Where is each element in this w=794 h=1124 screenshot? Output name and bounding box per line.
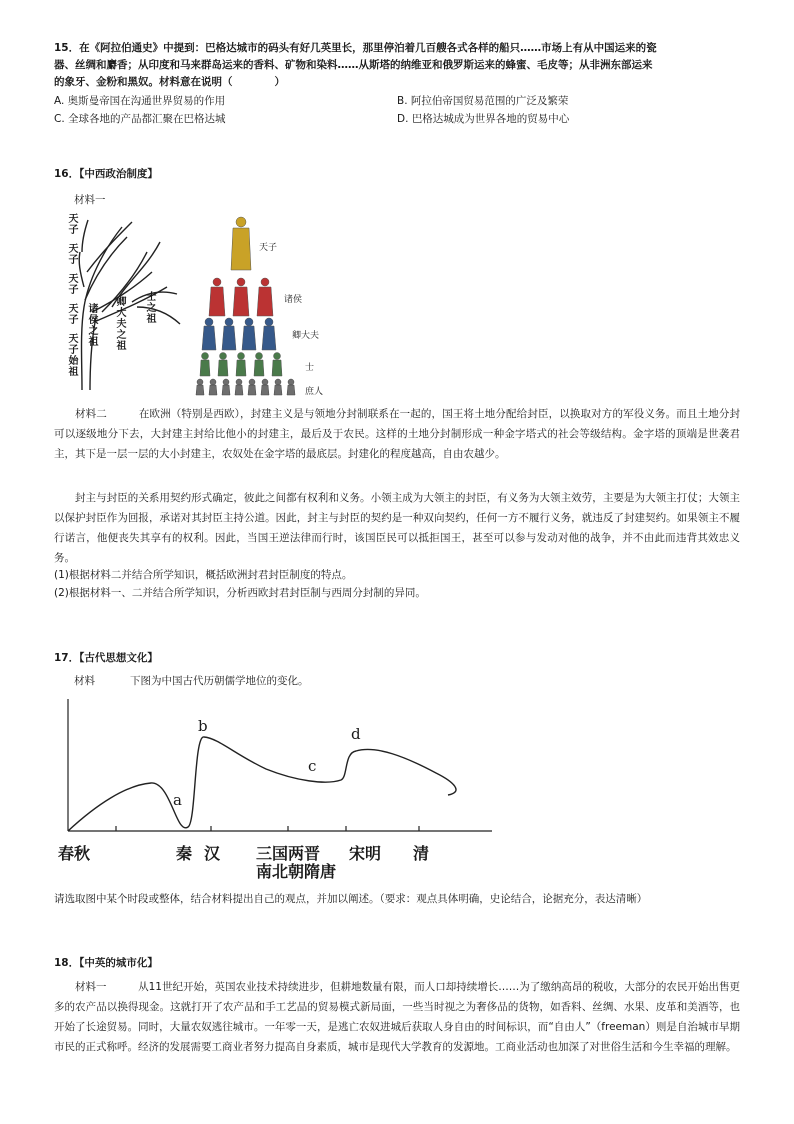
tree-label-shi-zu: 士之祖 — [146, 292, 157, 325]
chart-trend-line — [68, 737, 456, 831]
confucianism-status-chart — [56, 695, 496, 880]
chart-tick-label-songming: 宋明 — [349, 844, 382, 863]
q15-option-b[interactable]: B. 阿拉伯帝国贸易范围的广泛及繁荣 — [397, 95, 569, 107]
q15-line2: 器、丝绸和麝香；从印度和马来群岛运来的香料、矿物和染料……从斯塔的纳维亚和俄罗斯运来的蜂蜜、毛皮等；从非洲东部运来 — [54, 59, 653, 71]
q17-material-label: 材料 — [74, 675, 95, 687]
chart-tick-label-chunqiu: 春秋 — [58, 844, 91, 863]
pyramid-label-shuren: 庶人 — [305, 387, 324, 397]
pyramid-label-shi: 士 — [305, 363, 315, 373]
q15-line3: 的象牙、金粉和黑奴。材料意在说明（ ） — [54, 76, 285, 88]
q16-material2-paragraph1: 材料二 在欧洲（特别是西欧），封建主义是与领地分封制联系在一起的，国王将土地分配给封臣，以换取对方的军役义务。而且土地分封可以逐级地分下去，大封建主封给比他小的封建主，最后及于农民。这样的土地分封制形成一种金字塔式的社会等级结构。金字塔的顶端是世袭君主，其下是一层一层的大小封建主，农奴处在金字塔的最底层。封建化的程度越高，自由农越少。 — [54, 408, 740, 460]
q17-material-text: 下图为中国古代历朝儒学地位的变化。 — [130, 675, 309, 687]
q15-option-d[interactable]: D. 巴格达城成为世界各地的贸易中心 — [397, 113, 570, 125]
chart-tick-label-nanbeichao: 南北朝隋唐 — [256, 862, 337, 881]
q15-stem — [54, 40, 754, 91]
tree-label-tianzi-4: 天子 — [68, 304, 79, 326]
chart-tick-label-qing: 清 — [413, 844, 430, 863]
chart-point-label-a: a — [173, 791, 182, 809]
tree-label-qingdafu-zu: 卿大夫之祖 — [116, 297, 127, 352]
tree-label-tianzi-1: 天子 — [68, 214, 79, 236]
tree-label-tianzi-2: 天子 — [68, 244, 79, 266]
q15-option-a[interactable]: A. 奥斯曼帝国在沟通世界贸易的作用 — [54, 95, 226, 107]
tree-label-tianzi-3: 天子 — [68, 274, 79, 296]
chart-point-label-d: d — [351, 725, 361, 743]
q18-heading: 18．【中英的城市化】 — [54, 957, 158, 969]
q15-line1: 15．在《阿拉伯通史》中提到：巴格达城市的码头有好几英里长，那里停泊着几百艘各式各样的船只……市场上有从中国运来的瓷 — [54, 42, 657, 54]
q15-option-c[interactable]: C. 全球各地的产品都汇聚在巴格达城 — [54, 113, 226, 125]
chart-point-label-c: c — [308, 757, 317, 775]
chart-point-label-b: b — [198, 717, 208, 735]
pyramid-label-zhuhou: 诸侯 — [284, 295, 303, 305]
q18-material1-paragraph: 材料一 从11世纪开始，英国农业技术持续进步，但耕地数量有限，而人口却持续增长……为了缴纳高昂的税收，大部分的农民开始出售更多的农产品以换得现金。这就打开了农产品和手工艺品的贸易模式新局面，一些当时视之为奢侈品的货物，如香料、丝绸、水果、皮革和美酒等，也开始了长途贸易。同时，大量农奴逃往城市。一年零一天，是逃亡农奴进城后获取人身自由的时间标识，而“自由人”（freeman）则是自治城市早期市民的正式称呼。经济的发展需要工商业者努力提高自身素质，城市是现代大学教育的发源地。工商业活动也加深了对世俗生活和今生幸福的理解。 — [54, 981, 740, 1053]
chart-tick-label-han: 汉 — [204, 844, 221, 863]
chart-svg — [56, 695, 496, 835]
pyramid-label-qingdafu: 卿大夫 — [292, 331, 320, 341]
q16-heading: 16．【中西政治制度】 — [54, 168, 158, 180]
q17-prompt: 请选取图中某个时段或整体，结合材料提出自己的观点，并加以阐述。（要求：观点具体明确，史论结合，论据充分，表达清晰） — [54, 893, 648, 905]
tree-label-tianzi-shizu: 天子始祖 — [68, 334, 79, 378]
q16-material2-paragraph2: 封主与封臣的关系用契约形式确定，彼此之间都有权利和义务。小领主成为大领主的封臣，有义务为大领主效劳，主要是为大领主打仗；大领主以保护封臣作为回报，承诺对其封臣主持公道。因此，封主与封臣的契约是一种双向契约，任何一方不履行义务，就违反了封建契约。如果领主不履行诺言，他便丧失其享有的权利。因此，当国王逆法律而行时，该国臣民可以抵拒国王，甚至可以参与发动对他的战争，并不由此而违背其效忠义务。 — [54, 492, 740, 564]
tree-label-zhuhou-zu: 诸侯之祖 — [88, 304, 99, 348]
chart-ticks — [116, 826, 419, 831]
chart-tick-label-qin: 秦 — [176, 844, 193, 863]
pyramid-label-tianzi: 天子 — [259, 243, 278, 253]
lineage-tree-diagram — [52, 212, 202, 392]
chart-tick-label-sanguo: 三国两晋 — [256, 844, 321, 863]
q16-subquestion-2: (2)根据材料一、二并结合所学知识，分析西欧封君封臣制与西周分封制的异同。 — [54, 587, 426, 599]
q16-material1-label: 材料一 — [74, 194, 106, 206]
q17-heading: 17．【古代思想文化】 — [54, 652, 158, 664]
hierarchy-pyramid — [195, 212, 335, 397]
q16-subquestion-1: (1)根据材料二并结合所学知识，概括欧洲封君封臣制度的特点。 — [54, 569, 353, 581]
